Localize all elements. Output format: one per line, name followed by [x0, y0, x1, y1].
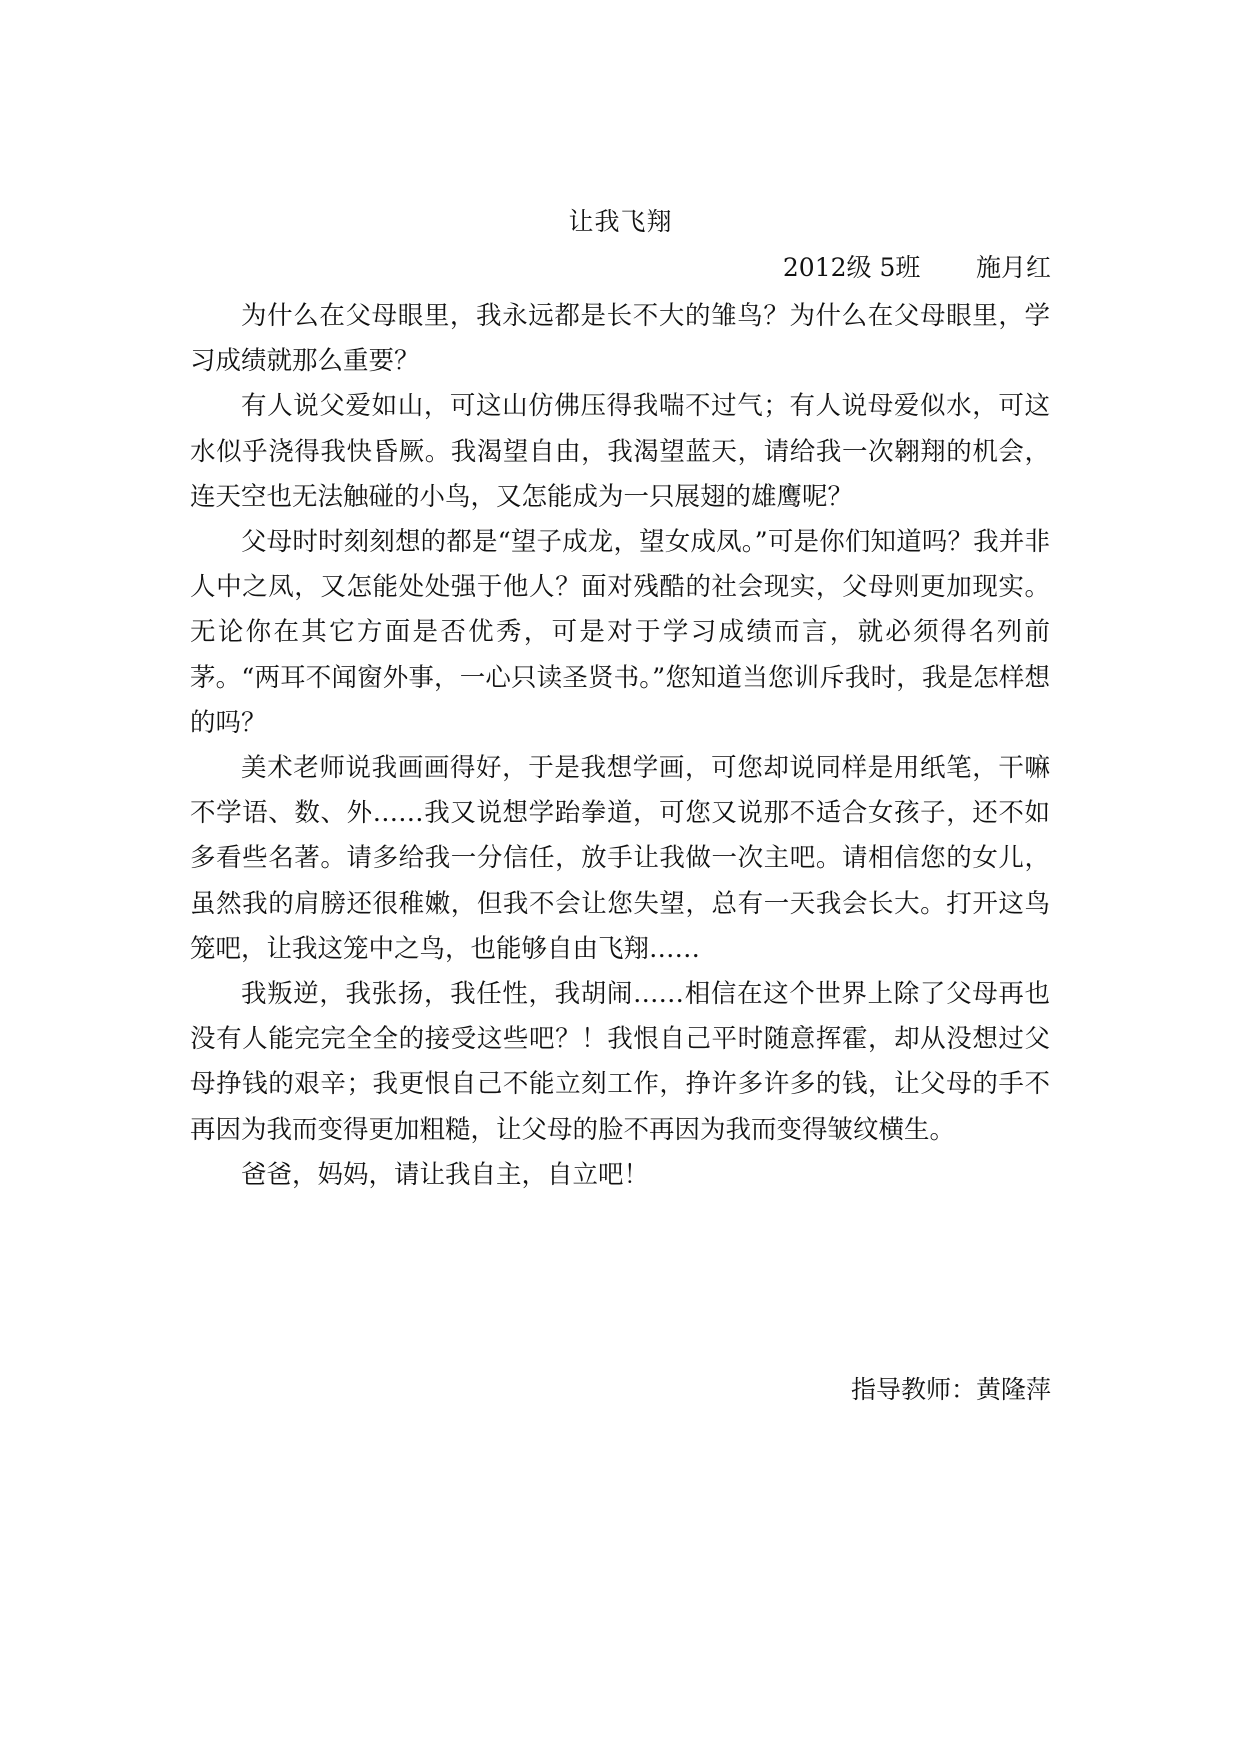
paragraph: 为什么在父母眼里，我永远都是长不大的雏鸟？为什么在父母眼里，学习成绩就那么重要？ — [190, 301, 1050, 377]
author-byline: 2012级 5班 施月红 — [782, 253, 1051, 282]
paragraph: 我叛逆，我张扬，我任性，我胡闹……相信在这个世界上除了父母再也没有人能完完全全的接受这些吧？！我恨自己平时随意挥霍，却从没想过父母挣钱的艰辛；我更恨自己不能立刻工作，挣许多许多的钱，让父母的手不再因为我而变得更加粗糙，让父母的脸不再因为我而变得皱纹横生。 — [190, 979, 1050, 1145]
instructor-credit: 指导教师：黄隆萍 — [850, 1375, 1051, 1404]
essay-title: 让我飞翔 — [568, 207, 673, 236]
paragraph: 美术老师说我画画得好，于是我想学画，可您却说同样是用纸笔，干嘛不学语、数、外……我又说想学跆拳道，可您又说那不适合女孩子，还不如多看些名著。请多给我一分信任，放手让我做一次主吧。请相信您的女儿，虽然我的肩膀还很稚嫩，但我不会让您失望，总有一天我会长大。打开这鸟笼吧，让我这笼中之鸟，也能够自由飞翔…… — [190, 753, 1050, 964]
paragraph: 爸爸，妈妈，请让我自主，自立吧！ — [241, 1159, 650, 1190]
essay-body — [190, 294, 1050, 1198]
paragraph: 父母时时刻刻想的都是“望子成龙，望女成凤。”可是你们知道吗？我并非人中之凤，又怎能处处强于他人？面对残酷的社会现实，父母则更加现实。无论你在其它方面是否优秀，可是对于学习成绩而言，就必须得名列前茅。“两耳不闻窗外事，一心只读圣贤书。”您知道当您训斥我时，我是怎样想的吗？ — [190, 527, 1050, 738]
paragraph: 有人说父爱如山，可这山仿佛压得我喘不过气；有人说母爱似水，可这水似乎浇得我快昏厥。我渴望自由，我渴望蓝天，请给我一次翱翔的机会，连天空也无法触碰的小鸟，又怎能成为一只展翅的雄鹰呢？ — [190, 391, 1050, 512]
